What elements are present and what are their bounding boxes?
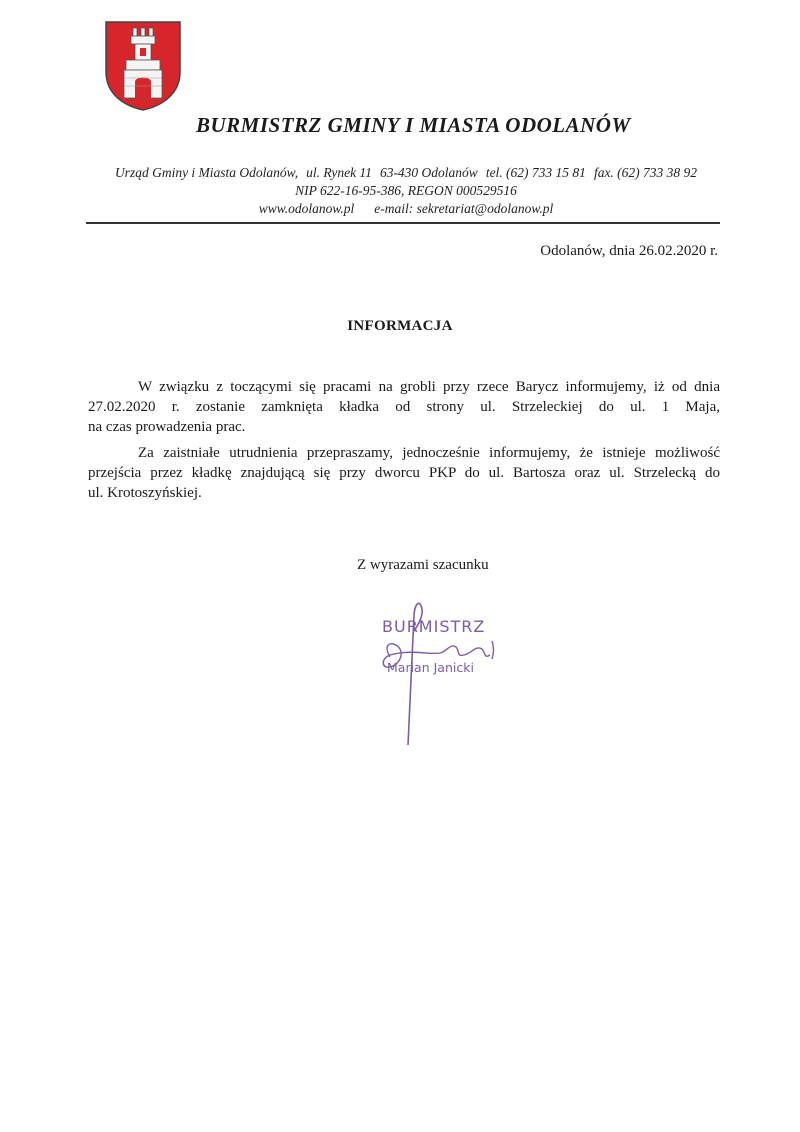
stamp-name: Marian Janicki xyxy=(387,660,474,675)
paragraph-1-line: W związku z toczącymi się pracami na grobli przy rzece Barycz informujemy, iż od dnia xyxy=(138,379,720,395)
stamp-title: BURMISTRZ xyxy=(382,617,486,636)
street-address: ul. Rynek 11 xyxy=(306,165,372,180)
contact-line-ids xyxy=(86,183,726,199)
regon-number: REGON 000529516 xyxy=(407,183,517,198)
paragraph-2-line: przejścia przez kładkę znajdującą się przy dworcu PKP do ul. Bartosza oraz ul. Strzelecką do xyxy=(88,465,720,481)
paragraph-2-line: Za zaistniałe utrudnienia przepraszamy, jednocześnie informujemy, że istnieje możliwość xyxy=(138,445,720,461)
website-link[interactable]: www.odolanow.pl xyxy=(258,201,355,216)
email-link[interactable]: e-mail: sekretariat@odolanow.pl xyxy=(374,201,554,216)
paragraph-2 xyxy=(88,443,720,503)
nip-number: NIP 622-16-95-386, xyxy=(295,183,405,198)
place-date: Odolanów, dnia 26.02.2020 r. xyxy=(540,243,718,259)
paragraph-1-line: 27.02.2020 r. zostanie zamknięta kładka od strony ul. Strzeleckiej do ul. 1 Maja, xyxy=(88,399,720,415)
header-divider xyxy=(86,222,720,224)
postal-address: 63-430 Odolanów xyxy=(379,165,478,180)
contact-line-address xyxy=(86,165,726,181)
paragraph-1 xyxy=(88,377,720,437)
fax-number: fax. (62) 733 38 92 xyxy=(593,165,698,180)
coat-of-arms-crest xyxy=(104,20,182,112)
crest-shield-icon xyxy=(104,20,182,112)
office-title: BURMISTRZ GMINY I MIASTA ODOLANÓW xyxy=(196,113,631,137)
paragraph-2-line: ul. Krotoszyńskiej. xyxy=(88,485,202,501)
closing-salutation: Z wyrazami szacunku xyxy=(357,557,489,573)
phone-number: tel. (62) 733 15 81 xyxy=(485,165,586,180)
contact-line-web xyxy=(86,201,726,217)
office-name: Urząd Gminy i Miasta Odolanów, xyxy=(114,165,299,180)
paragraph-1-line: na czas prowadzenia prac. xyxy=(88,419,246,435)
document-title: INFORMACJA xyxy=(347,318,453,334)
